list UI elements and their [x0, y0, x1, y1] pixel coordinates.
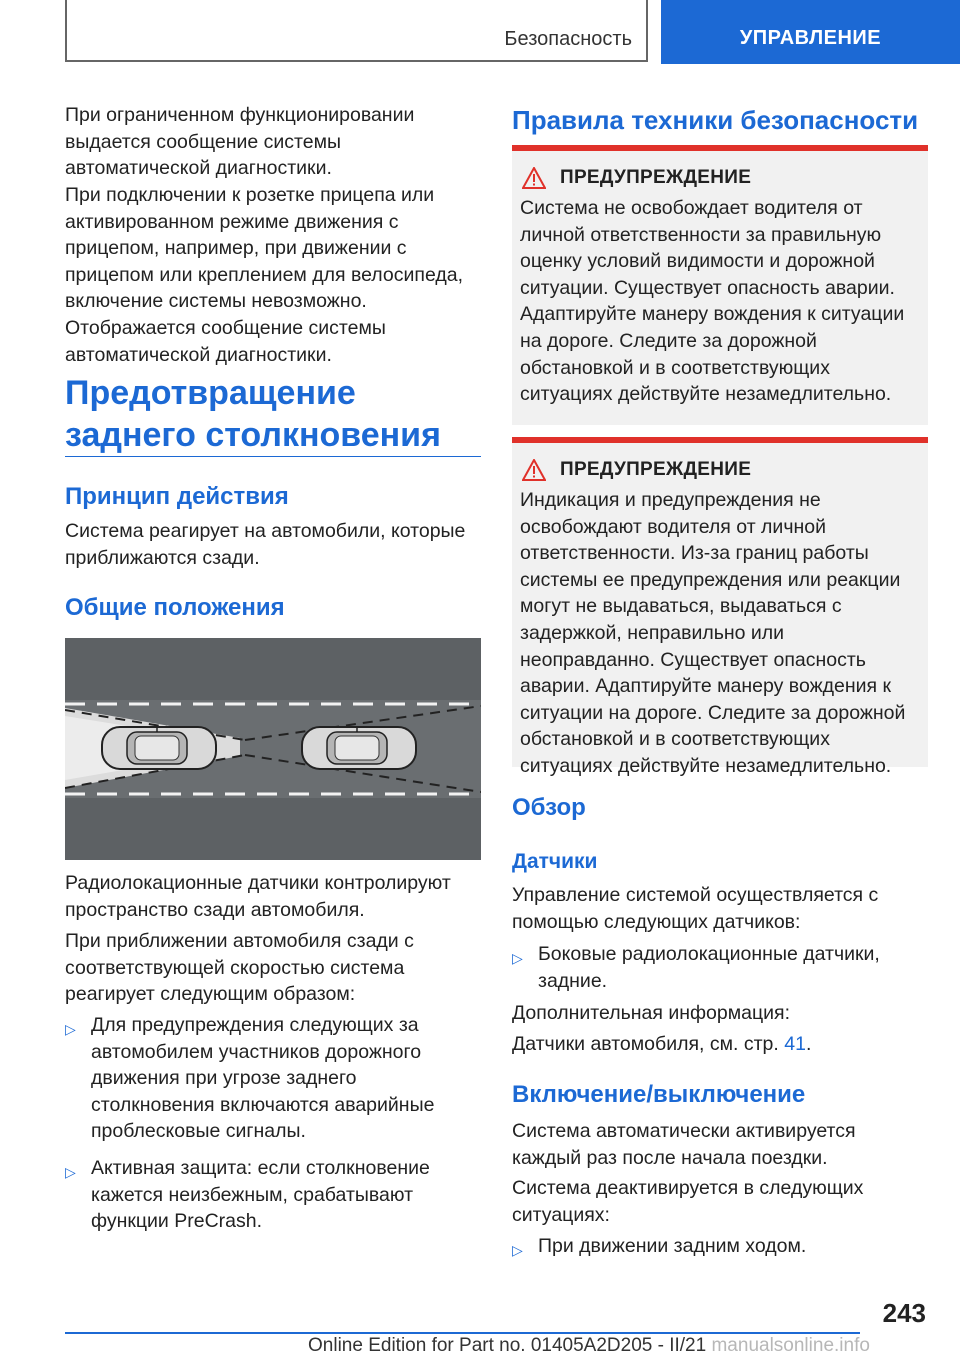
- warning-box-2: [512, 437, 928, 777]
- section-divider: [65, 456, 481, 457]
- paragraph-sensor-reference: [512, 1031, 928, 1058]
- warning-header: [522, 167, 928, 189]
- bullet-triangle-icon: ▷: [65, 1163, 76, 1180]
- warning-triangle-icon: [522, 459, 546, 481]
- warning-text: Индикация и предупреждения не освобождают водителя от личной ответственности. Из-за границ работы системы ее предупреждения или реакции могут не выдаваться, выдаваться с задержкой, неправильно или неоправданно. Существует опасность аварии. Адаптируйте манеру вождения к ситуации на дороге. Следите за дорожной обстановкой и в соответствующих ситуациях действуйте незамедлительно.: [520, 489, 906, 777]
- list-item: [65, 1155, 483, 1235]
- warning-text: Система не освобождает водителя от личной ответственности за правильную оценку условий видимости и дорожной ситуации. Существует опасность аварии. Адаптируйте манеру вождения к ситуации на дороге. Следите за дорожной обстановкой и в соответствующих ситуациях действуйте незамедлительно.: [520, 197, 905, 406]
- paragraph-radar: Радиолокационные датчики контролируют пространство сзади автомобиля.: [65, 872, 451, 921]
- page-reference-link[interactable]: 41: [784, 1033, 806, 1055]
- warning-label: ПРЕДУПРЕЖДЕНИЕ: [560, 459, 752, 480]
- paragraph-trailer: При подключении к розетке прицепа или активированном режиме движения с прицепом, например, при движении с прицепом или креплением для велосипеда, включение системы невозможно. Отображается сообщение системы автоматической диагностики.: [65, 184, 464, 366]
- subsection-on-off: Включение/выключение: [512, 1081, 806, 1108]
- header-section-title: Безопасность: [504, 28, 632, 50]
- car-front-icon: [302, 727, 416, 769]
- bullet-list-deactivation: [512, 1233, 928, 1260]
- car-rear-icon: [102, 727, 216, 769]
- paragraph-deactivation: Система деактивируется в следующих ситуациях:: [512, 1177, 864, 1226]
- warning-header: [522, 459, 928, 481]
- warning-triangle-icon: [522, 167, 546, 189]
- subsection-principle: Принцип действия: [65, 483, 289, 510]
- bullet-text: Активная защита: если столкновение кажется неизбежным, срабатывают функции PreCrash.: [91, 1156, 430, 1233]
- bullet-text: При движении задним ходом.: [538, 1235, 807, 1257]
- footer-rule: [65, 1332, 860, 1334]
- list-item: [512, 1233, 928, 1260]
- bullet-list-reaction: [65, 1012, 483, 1235]
- illustration-svg: [65, 638, 481, 860]
- header-chapter-tab[interactable]: УПРАВЛЕНИЕ: [661, 0, 960, 64]
- rear-collision-illustration: [65, 638, 481, 860]
- footer-edition: [308, 1335, 870, 1357]
- reference-end: .: [805, 1033, 812, 1055]
- watermark-text: manualsonline.info: [711, 1335, 870, 1356]
- subsection-overview: Обзор: [512, 794, 586, 821]
- bullet-text: Для предупреждения следующих за автомобилем участников дорожного движения при угрозе заднего столкновения включаются аварийные проблесковые сигналы.: [91, 1014, 435, 1143]
- header-section-box: [65, 0, 648, 62]
- bullet-triangle-icon: ▷: [512, 1242, 523, 1258]
- paragraph-principle: Система реагирует на автомобили, которые приближаются сзади.: [65, 520, 466, 569]
- bullet-triangle-icon: ▷: [65, 1021, 76, 1037]
- list-item: [65, 1012, 483, 1145]
- paragraph-sensors: Управление системой осуществляется с помощью следующих датчиков:: [512, 884, 879, 933]
- paragraph-approach: При приближении автомобиля сзади с соответствующей скоростью система реагирует следующим образом:: [65, 930, 414, 1006]
- page-number: 243: [882, 1298, 926, 1328]
- warning-bar: [512, 437, 928, 443]
- section-title-safety-rules: Правила техники безопасности: [512, 105, 919, 135]
- list-item: [512, 941, 928, 994]
- paragraph-limited-function: При ограниченном функционировании выдается сообщение системы автоматической диагностики.: [65, 104, 415, 180]
- subsection-general: Общие положения: [65, 594, 285, 621]
- warning-label: ПРЕДУПРЕЖДЕНИЕ: [560, 167, 752, 188]
- paragraph-auto-activation: Система автоматически активируется каждый раз после начала поездки.: [512, 1120, 856, 1169]
- bullet-triangle-icon: ▷: [512, 950, 523, 966]
- warning-bar: [512, 145, 928, 151]
- section-title-rear-collision: Предотвращение заднего столкновения: [65, 374, 441, 454]
- warning-box-1: [512, 145, 928, 425]
- bullet-list-sensors: [512, 941, 928, 994]
- paragraph-more-info: Дополнительная информация:: [512, 1002, 791, 1024]
- edition-text: Online Edition for Part no. 01405A2D205 - II/21: [308, 1335, 707, 1356]
- subsection-sensors: Датчики: [512, 850, 598, 873]
- bullet-text: Боковые радиолокационные датчики, задние.: [538, 943, 880, 992]
- reference-text: Датчики автомобиля, см. стр.: [512, 1033, 785, 1055]
